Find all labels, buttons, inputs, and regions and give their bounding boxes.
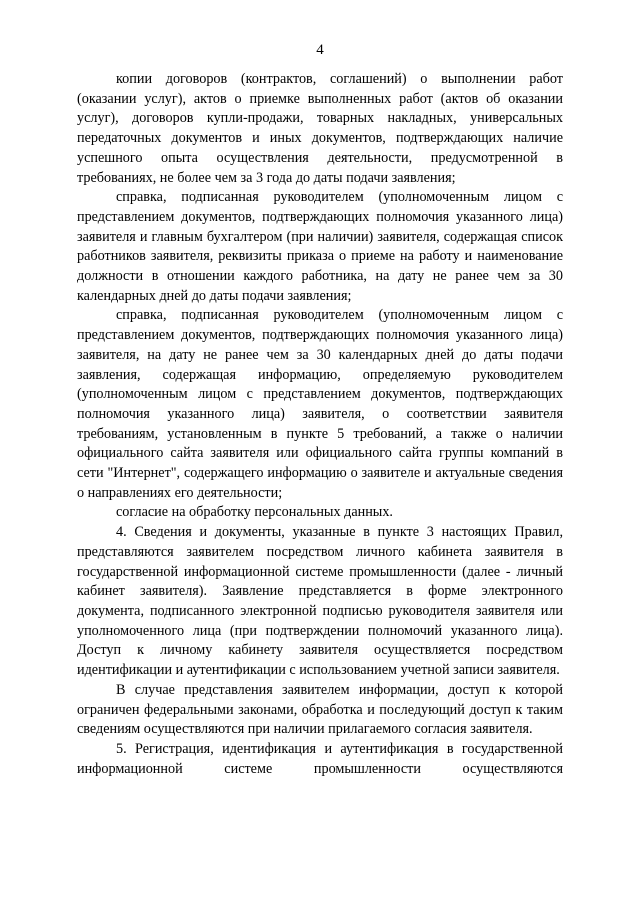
paragraph-staff-certificate: справка, подписанная руководителем (уполномоченным лицом с представлением документов, подтверждающих полномочия указанного лица) заявителя и главным бухгалтером (при наличии) заявителя, содержащая список работников заявителя, реквизиты приказа о приеме на работу и наименование должности в отношении каждого работника, на дату не ранее чем за 30 календарных дней до даты подачи заявления; bbox=[77, 189, 563, 304]
paragraph-personal-data-consent: согласие на обработку персональных данных. bbox=[116, 504, 393, 521]
paragraph-restricted-information: В случае представления заявителем информации, доступ к которой ограничен федеральными законами, обработка и последующий доступ к таким сведениям осуществляются при наличии прилагаемого согласия заявителя. bbox=[77, 681, 563, 738]
paragraph-item-5: 5. Регистрация, идентификация и аутентификация в государственной информационной системе промышленности осуществляются bbox=[77, 740, 563, 777]
paragraph-item-4: 4. Сведения и документы, указанные в пункте 3 настоящих Правил, представляются заявителем посредством личного кабинета заявителя в государственной информационной системе промышленности (далее - личный кабинет заявителя). Заявление представляется в форме электронного документа, подписанного электронной подписью руководителя заявителя или уполномоченного лица (при подтверждении полномочий указанного лица). Доступ к личному кабинету заявителя осуществляется посредством идентификации и аутентификации с использованием учетной записи заявителя. bbox=[77, 524, 563, 679]
document-body bbox=[77, 70, 563, 779]
paragraph-compliance-certificate: справка, подписанная руководителем (уполномоченным лицом с представлением документов, подтверждающих полномочия указанного лица) заявителя, на дату не ранее чем за 30 календарных дней до даты подачи заявления, содержащая информацию, определяемую руководителем (уполномоченным лицом с представлением документов, подтверждающих полномочия указанного лица) заявителя, о соответствии заявителя требованиям, установленным в пункте 5 требований, а также о наличии официального сайта заявителя или официального сайта группы компаний в сети "Интернет", содержащего информацию о заявителе и актуальные сведения о направлениях его деятельности; bbox=[77, 307, 563, 501]
page-number: 4 bbox=[316, 42, 324, 58]
paragraph-contracts-copies: копии договоров (контрактов, соглашений) о выполнении работ (оказании услуг), актов о приемке выполненных работ (актов об оказании услуг), договоров купли-продажи, товарных накладных, универсальных передаточных документов и иных документов, подтверждающих наличие успешного опыта осуществления деятельности, предусмотренной в требованиях, не более чем за 3 года до даты подачи заявления; bbox=[77, 71, 563, 186]
